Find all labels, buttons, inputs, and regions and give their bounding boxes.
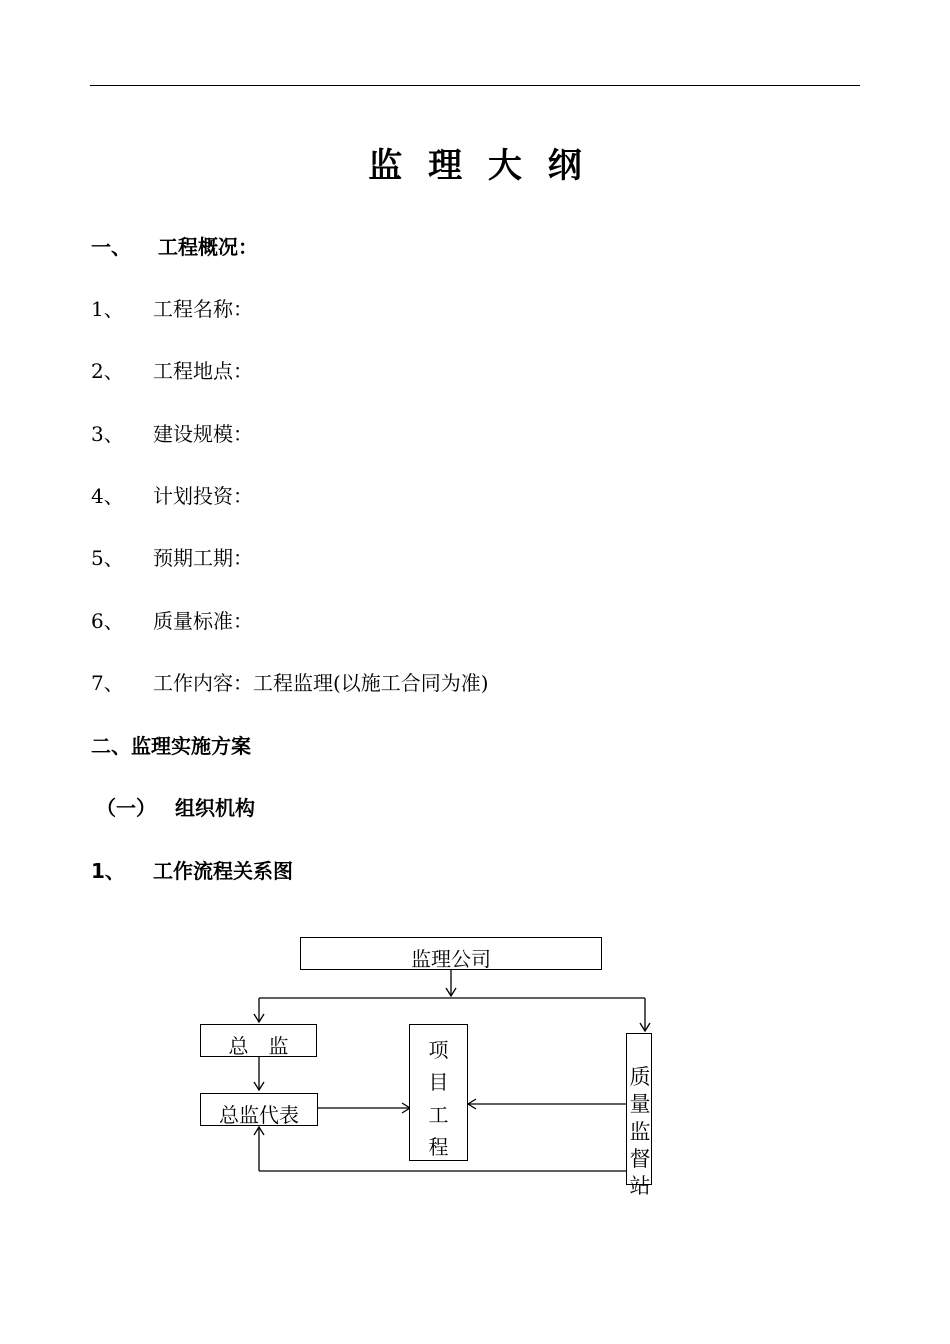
subsection-number: （一）: [96, 796, 156, 820]
node-char: 督: [629, 1146, 651, 1171]
list-item: [91, 422, 253, 446]
item-text: 工程地点：: [153, 359, 253, 383]
item-number: 4、: [91, 484, 124, 508]
node-char: 目: [428, 1070, 449, 1095]
node-char: 监: [629, 1119, 651, 1144]
item-text: 计划投资：: [153, 484, 253, 508]
node-label: 总监代表: [219, 1103, 299, 1127]
node-chief-supervisor: [200, 1024, 317, 1057]
subitem-text: 工作流程关系图: [153, 859, 293, 883]
arrowhead: [254, 1127, 264, 1135]
item-text: 预期工期：: [153, 546, 253, 570]
node-chief-representative: [200, 1093, 318, 1126]
node-char: 程: [428, 1135, 449, 1160]
item-number: 3、: [91, 422, 124, 446]
arrowhead: [468, 1099, 476, 1109]
document-title: [0, 138, 950, 187]
item-number: 6、: [91, 609, 124, 633]
item-text: 质量标准：: [153, 609, 253, 633]
subitem-heading: [91, 859, 293, 883]
arrowhead: [254, 1014, 264, 1022]
section-text: 二、监理实施方案: [91, 734, 251, 758]
node-char: 项: [428, 1038, 449, 1062]
list-item: [91, 609, 253, 633]
item-text: 工作内容：工程监理(以施工合同为准): [153, 671, 489, 695]
arrowhead: [446, 988, 456, 996]
node-char: 站: [629, 1174, 651, 1199]
title-char: 大: [487, 146, 522, 186]
list-item: [91, 546, 253, 570]
item-text: 工程名称：: [153, 297, 253, 321]
node-label: 监理公司: [411, 947, 491, 971]
node-label: [410, 1034, 467, 1164]
subitem-number: 1、: [91, 859, 125, 883]
node-char: 质: [629, 1065, 651, 1089]
title-char: 监: [368, 146, 403, 186]
item-text: 建设规模：: [153, 422, 253, 446]
item-number: 1、: [91, 297, 124, 321]
list-item: [91, 359, 253, 383]
subsection-heading: [96, 796, 255, 820]
node-supervision-company: [300, 937, 602, 970]
item-number: 5、: [91, 546, 124, 570]
section-heading-overview: [91, 235, 258, 259]
item-number: 7、: [91, 671, 124, 695]
node-label: 总 监: [228, 1034, 289, 1058]
list-item: [91, 297, 253, 321]
title-char: 纲: [547, 146, 582, 186]
item-number: 2、: [91, 359, 124, 383]
subsection-text: 组织机构: [175, 796, 255, 820]
node-project: [409, 1024, 468, 1161]
node-char: 工: [428, 1102, 449, 1127]
node-char: 量: [629, 1092, 651, 1117]
section-number: 一、: [91, 235, 131, 259]
section-heading-plan: [91, 736, 251, 756]
arrowhead: [254, 1082, 264, 1090]
list-item: [91, 671, 489, 695]
node-label: [627, 1064, 653, 1200]
node-quality-supervision-station: [626, 1033, 652, 1199]
arrowhead: [640, 1023, 650, 1031]
section-text: 工程概况：: [158, 235, 258, 259]
list-item: [91, 484, 253, 508]
title-char: 理: [428, 146, 463, 186]
header-rule: [90, 85, 860, 86]
